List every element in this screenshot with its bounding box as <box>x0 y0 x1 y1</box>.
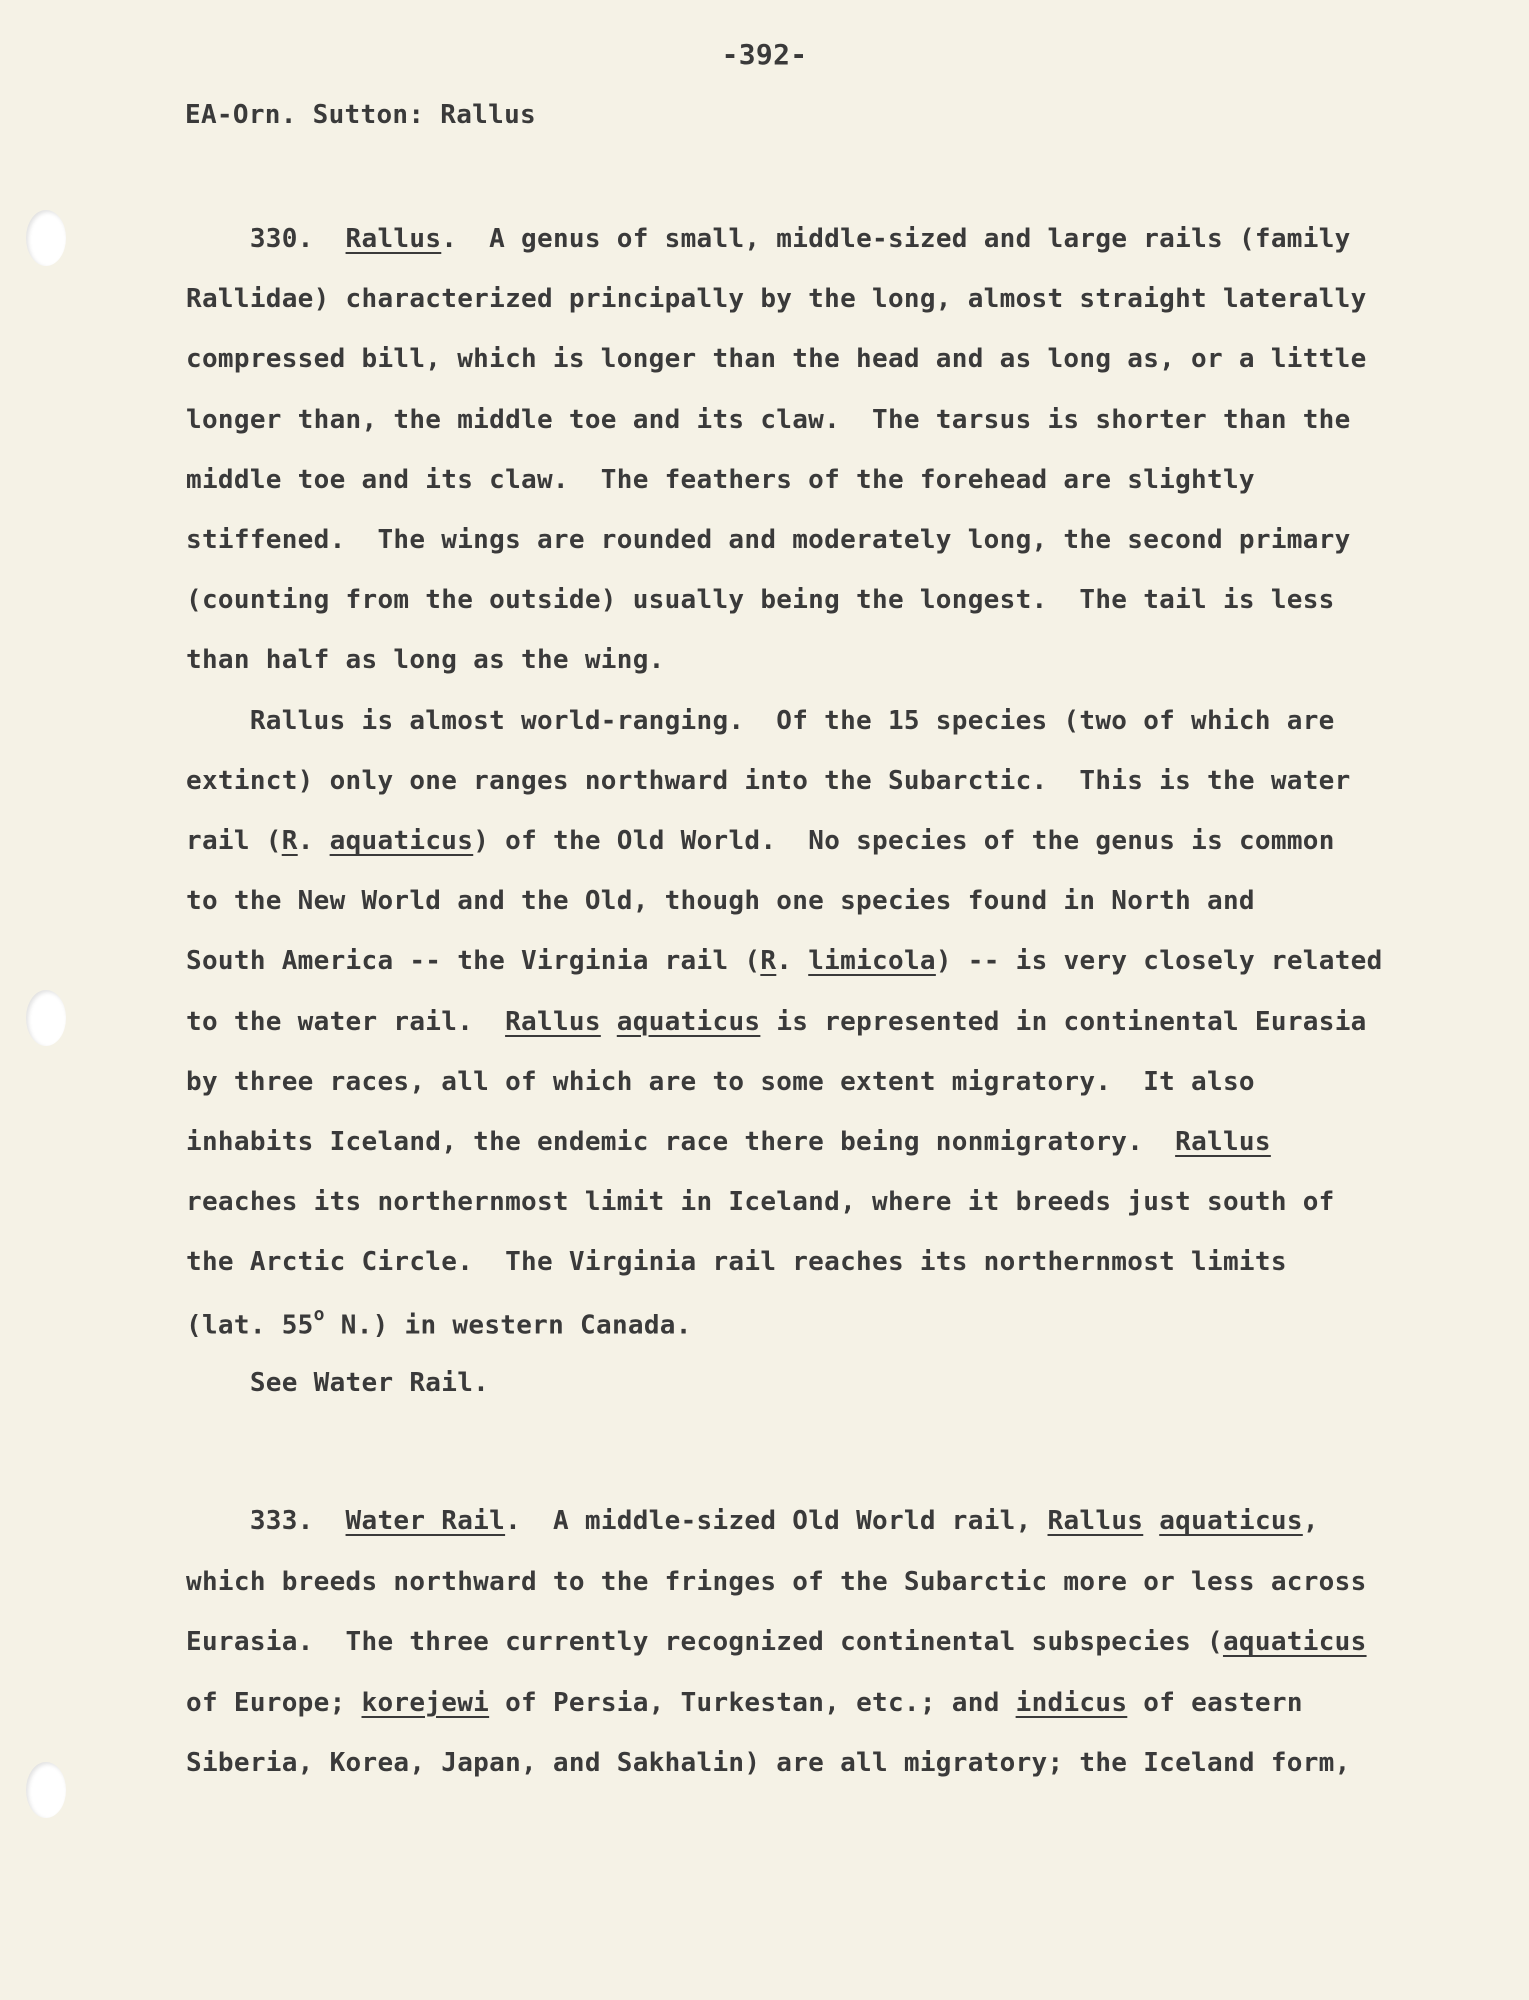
text-run: 330. <box>186 224 346 254</box>
text-line <box>186 765 1351 796</box>
text-run: to the New World and the Old, though one species found in North and <box>186 886 1255 917</box>
text-line <box>186 284 1367 315</box>
text-run: (counting from the outside) usually being the longest. The tail is less <box>186 585 1335 616</box>
text-line <box>186 344 1367 375</box>
text-run: reaches its northernmost limit in Iceland, where it breeds just south of <box>186 1187 1335 1218</box>
text-line <box>186 404 1351 435</box>
text-run: compressed bill, which is longer than the head and as long as, or a little <box>186 344 1367 375</box>
text-run: than half as long as the wing. <box>186 645 665 676</box>
text-run: . <box>776 946 809 977</box>
text-run: to the water rail. <box>186 1006 506 1037</box>
text-line <box>186 886 1255 917</box>
text-run: ) of the Old World. No species of the genus is common <box>473 826 1335 856</box>
text-line <box>186 645 665 676</box>
text-run: . <box>297 826 330 856</box>
underlined-term: aquaticus <box>329 826 474 856</box>
text-run: of Europe; <box>186 1687 362 1718</box>
underlined-term: Rallus <box>1047 1506 1144 1536</box>
text-line <box>186 1508 1319 1534</box>
underlined-term: indicus <box>1015 1687 1128 1718</box>
underlined-term: aquaticus <box>1159 1506 1303 1536</box>
page-number: -392- <box>721 38 808 71</box>
degree-mark: o <box>313 1303 325 1325</box>
text-run: extinct) only one ranges northward into the Subarctic. This is the water <box>186 765 1351 796</box>
text-run: Siberia, Korea, Japan, and Sakhalin) are all migratory; the Iceland form, <box>186 1748 1351 1778</box>
text-line <box>186 1006 1367 1037</box>
text-line <box>186 1129 1271 1155</box>
text-line <box>186 585 1335 616</box>
text-run: by three races, all of which are to some extent migratory. It also <box>186 1066 1255 1097</box>
page-header: EA-Orn. Sutton: Rallus <box>185 100 536 130</box>
punch-hole <box>26 210 66 266</box>
text-line <box>186 946 1383 977</box>
text-line <box>186 828 1335 854</box>
text-run: , <box>1302 1506 1319 1536</box>
punch-hole <box>26 990 66 1046</box>
text-run: . A genus of small, middle-sized and large rails (family <box>441 224 1351 254</box>
punch-hole <box>26 1762 66 1818</box>
text-run: See Water Rail. <box>186 1367 490 1398</box>
text-run <box>1143 1506 1159 1536</box>
text-run: 333. <box>186 1506 346 1536</box>
text-line <box>186 1629 1367 1655</box>
underlined-term: Rallus <box>505 1006 601 1037</box>
text-run: N.) in western Canada. <box>324 1310 692 1341</box>
underlined-term: Water Rail <box>345 1506 506 1536</box>
underlined-term: aquaticus <box>616 1006 761 1037</box>
text-run: Rallus is almost world-ranging. Of the 15 species (two of which are <box>186 705 1335 736</box>
text-run: the Arctic Circle. The Virginia rail reaches its northernmost limits <box>186 1247 1287 1278</box>
text-line <box>186 226 1351 252</box>
text-run: inhabits Iceland, the endemic race there being nonmigratory. <box>186 1127 1176 1157</box>
text-run: ) -- is very closely related <box>935 946 1383 977</box>
text-line <box>186 1066 1255 1097</box>
text-line <box>186 1187 1335 1218</box>
text-line <box>186 1750 1351 1776</box>
text-run: Eurasia. The three currently recognized continental subspecies ( <box>186 1627 1223 1657</box>
text-run: longer than, the middle toe and its claw. The tarsus is shorter than the <box>186 404 1351 435</box>
text-line <box>186 1566 1367 1597</box>
text-line <box>186 705 1335 736</box>
text-line <box>186 1303 692 1341</box>
text-run: South America -- the Virginia rail ( <box>186 946 761 977</box>
text-line <box>186 464 1255 495</box>
text-run: (lat. 55 <box>186 1310 314 1341</box>
text-run: middle toe and its claw. The feathers of the forehead are slightly <box>186 464 1255 495</box>
text-run: of Persia, Turkestan, etc.; and <box>489 1687 1016 1718</box>
text-run: Rallidae) characterized principally by the long, almost straight laterally <box>186 284 1367 315</box>
text-run: of eastern <box>1127 1687 1303 1718</box>
underlined-term: Rallus <box>345 224 442 254</box>
underlined-term: aquaticus <box>1222 1627 1367 1657</box>
underlined-term: R <box>281 826 298 856</box>
underlined-term: korejewi <box>361 1687 490 1718</box>
underlined-term: R <box>760 946 777 977</box>
text-run: stiffened. The wings are rounded and moderately long, the second primary <box>186 525 1351 555</box>
text-run <box>601 1007 617 1037</box>
text-line <box>186 1687 1303 1718</box>
text-run: is represented in continental Eurasia <box>760 1006 1367 1037</box>
text-run: . A middle-sized Old World rail, <box>505 1506 1048 1536</box>
underlined-term: limicola <box>808 946 936 977</box>
text-run: which breeds northward to the fringes of the Subarctic more or less across <box>186 1566 1367 1597</box>
text-run: rail ( <box>186 826 282 856</box>
underlined-term: Rallus <box>1175 1127 1271 1157</box>
text-line <box>186 527 1351 553</box>
text-line <box>186 1367 490 1398</box>
text-line <box>186 1247 1287 1278</box>
